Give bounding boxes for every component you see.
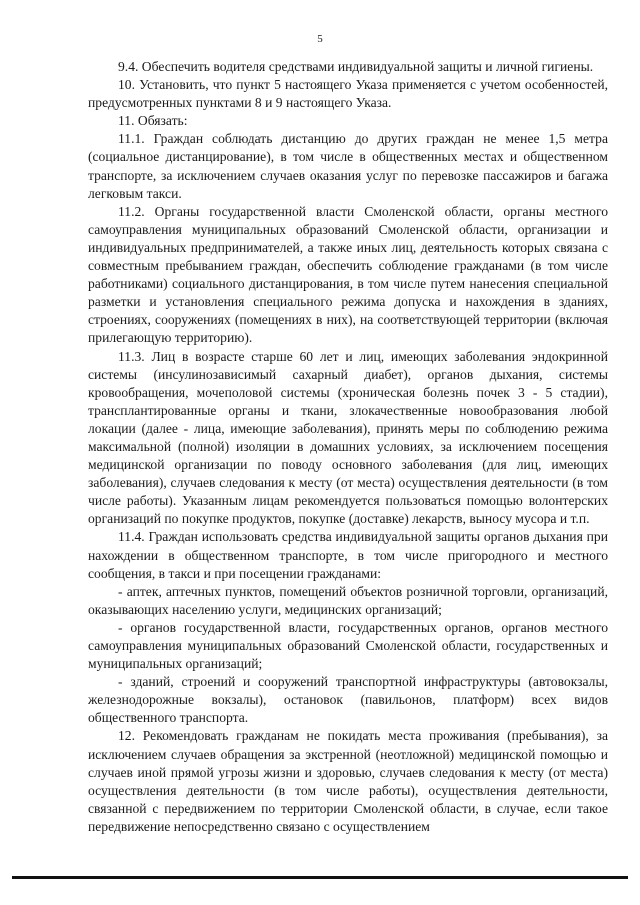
paragraph-11-1: 11.1. Граждан соблюдать дистанцию до других граждан не менее 1,5 метра (социальное дистанцирование), в том числе в общественных местах и общественном транспорте, за исключением случаев оказания услуг по перевозке пассажиров и багажа легковым такси. bbox=[88, 131, 608, 201]
list-item-authorities: - органов государственной власти, государственных органов, органов местного самоуправления муниципальных образований Смоленской области, государственных и муниципальных организаций; bbox=[88, 619, 608, 672]
document-body bbox=[88, 58, 608, 836]
list-item-pharmacies: - аптек, аптечных пунктов, помещений объектов розничной торговли, организаций, оказывающих населению услуги, медицинских организаций; bbox=[88, 583, 608, 617]
paragraph-11-4: 11.4. Граждан использовать средства индивидуальной защиты органов дыхания при нахождении в общественном транспорте, в том числе пригородного и местного сообщения, в такси и при посещении гражданами: bbox=[88, 529, 608, 581]
paragraph-11-2: 11.2. Органы государственной власти Смоленской области, органы местного самоуправления муниципальных образований Смоленской области, организации и индивидуальных предпринимателей, а также иных лиц, деятельность которых связана с совместным пребыванием граждан, обеспечить соблюдение гражданами (в том числе работниками) социального дистанцирования, в том числе путем нанесения специальной разметки и установления специального режима допуска и нахождения в зданиях, строениях, сооружениях (помещениях в них), на соответствующей территории (включая прилегающую территорию). bbox=[88, 203, 608, 346]
paragraph-11-3: 11.3. Лиц в возрасте старше 60 лет и лиц, имеющих заболевания эндокринной системы (инсулинозависимый сахарный диабет), органов дыхания, системы кровообращения, мочеполовой системы (хроническая болезнь почек 3 - 5 стадии), трансплантированные органы и ткани, злокачественные новообразования любой локации (далее - лица, имеющие заболевания), принять меры по соблюдению режима максимальной (полной) изоляции в домашних условиях, за исключением посещения медицинской организации по поводу основного заболевания (для лиц, имеющих заболевания), случаев следования к месту (от места) осуществления деятельности (в том числе работы). Указанным лицам рекомендуется пользоваться помощью волонтерских организаций по покупке продуктов, покупке (доставке) лекарств, выносу мусора и т.п. bbox=[88, 348, 608, 527]
paragraph-10: 10. Установить, что пункт 5 настоящего Указа применяется с учетом особенностей, предусмотренных пунктами 8 и 9 настоящего Указа. bbox=[88, 77, 608, 111]
paragraph-12: 12. Рекомендовать гражданам не покидать места проживания (пребывания), за исключением случаев обращения за экстренной (неотложной) медицинской помощью и случаев иной прямой угрозы жизни и здоровью, случаев следования к месту (от места) осуществления деятельности (в том числе работы), осуществления деятельности, связанной с передвижением по территории Смоленской области, в случае, если такое передвижение непосредственно связано с осуществлением bbox=[88, 728, 608, 834]
paragraph-11: 11. Обязать: bbox=[118, 113, 188, 129]
list-item-transport: - зданий, строений и сооружений транспортной инфраструктуры (автовокзалы, железнодорожные вокзалы), остановок (павильонов, платформ) всех видов общественного транспорта. bbox=[88, 674, 608, 726]
bottom-rule bbox=[12, 876, 628, 879]
paragraph-9-4: 9.4. Обеспечить водителя средствами индивидуальной защиты и личной гигиены. bbox=[118, 59, 594, 74]
page-number: 5 bbox=[317, 33, 323, 45]
